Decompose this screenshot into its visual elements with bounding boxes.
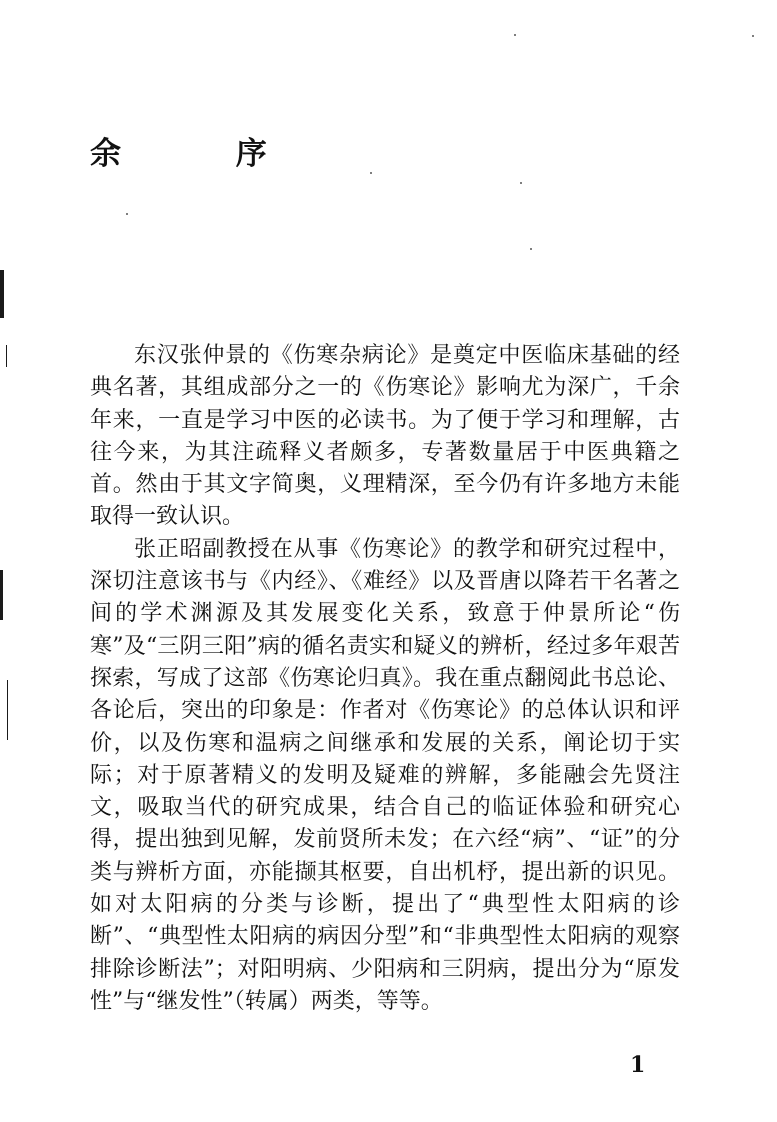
scan-edge-mark — [7, 680, 8, 740]
preface-body — [90, 340, 680, 1018]
page-title: 余 序 — [90, 136, 319, 172]
scan-speck — [370, 172, 372, 174]
scan-edge-mark — [6, 345, 7, 367]
page-number: 1 — [630, 1052, 646, 1078]
scan-speck — [520, 182, 522, 184]
scan-speck — [126, 213, 128, 215]
paragraph-2: 张正昭副教授在从事《伤寒论》的教学和研究过程中，深切注意该书与《内经》、《难经》以及晋唐以降若干名著之间的学术渊源及其发展变化关系，致意于仲景所论“伤寒”及“三阴三阳”病的循名责实和疑义的辨析，经过多年艰苦探索，写成了这部《伤寒论归真》。我在重点翻阅此书总论、各论后，突出的印象是：作者对《伤寒论》的总体认识和评价，以及伤寒和温病之间继承和发展的关系，阐论切于实际；对于原著精义的发明及疑难的辨解，多能融会先贤注文，吸取当代的研究成果，结合自己的临证体验和研究心得，提出独到见解，发前贤所未发；在六经“病”、“证”的分类与辨析方面，亦能撷其枢要，自出机杼，提出新的识见。如对太阳病的分类与诊断，提出了“典型性太阳病的诊断”、“典型性太阳病的病因分型”和“非典型性太阳病的观察排除诊断法”；对阳明病、少阳病和三阴病，提出分为“原发性”与“继发性”（转属）两类，等等。 — [90, 536, 680, 1014]
scan-speck — [514, 34, 516, 36]
paragraph-1: 东汉张仲景的《伤寒杂病论》是奠定中医临床基础的经典名著，其组成部分之一的《伤寒论》影响尤为深广，千余年来，一直是学习中医的必读书。为了便于学习和理解，古往今来，为其注疏释义者颇多，专著数量居于中医典籍之首。然由于其文字简奥，义理精深，至今仍有许多地方未能取得一致认识。 — [90, 343, 680, 530]
scan-edge-mark — [0, 570, 3, 620]
scan-speck — [530, 248, 532, 250]
scan-edge-mark — [0, 270, 4, 318]
scan-speck — [752, 35, 754, 37]
